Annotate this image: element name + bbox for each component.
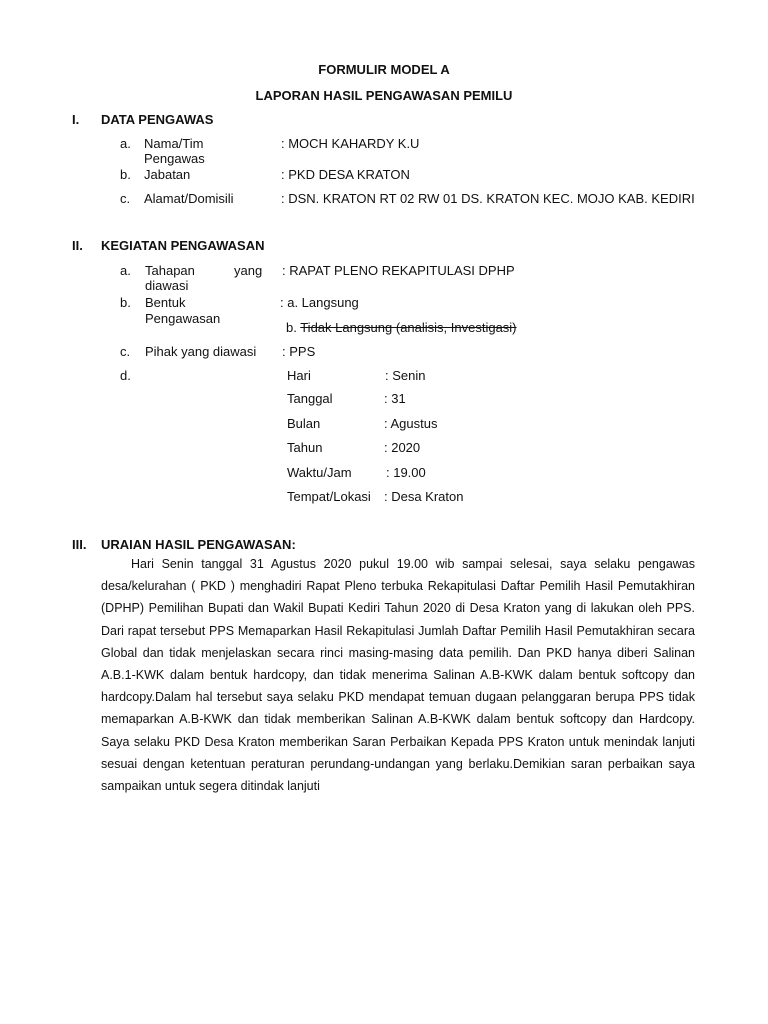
alamat-label: Alamat/Domisili	[144, 191, 234, 206]
tempat-value: : Desa Kraton	[384, 489, 464, 504]
section-1-heading: DATA PENGAWAS	[101, 112, 214, 127]
data-a-letter: a.	[120, 136, 131, 151]
hari-key: Hari	[287, 368, 311, 383]
bentuk-value-prefix: b.	[286, 320, 301, 335]
section-1-number: I.	[72, 112, 80, 127]
bentuk-value-langsung: : a. Langsung	[280, 295, 359, 310]
form-title: FORMULIR MODEL A	[318, 62, 450, 77]
tahapan-value: : RAPAT PLENO REKAPITULASI DPHP	[282, 263, 515, 278]
section-2-heading: KEGIATAN PENGAWASAN	[101, 238, 265, 253]
data-b-letter: b.	[120, 167, 131, 182]
section-2-number: II.	[72, 238, 83, 253]
form-subtitle: LAPORAN HASIL PENGAWASAN PEMILU	[255, 88, 513, 103]
tanggal-value: : 31	[384, 391, 406, 406]
waktu-key: Waktu/Jam	[287, 465, 352, 480]
tahun-key: Tahun	[287, 440, 323, 455]
tempat-key: Tempat/Lokasi	[287, 489, 371, 504]
nama-label-line2: Pengawas	[144, 151, 205, 166]
bulan-value: : Agustus	[384, 416, 438, 431]
bulan-key: Bulan	[287, 416, 321, 431]
hari-value: : Senin	[385, 368, 426, 383]
uraian-paragraph-block	[101, 553, 695, 797]
section-3-number: III.	[72, 537, 87, 552]
nama-value: : MOCH KAHARDY K.U	[281, 136, 420, 151]
data-c-letter: c.	[120, 191, 131, 206]
tahapan-label-line2: diawasi	[145, 278, 189, 293]
alamat-value: : DSN. KRATON RT 02 RW 01 DS. KRATON KEC. MOJO KAB. KEDIRI	[281, 191, 695, 206]
bentuk-value-struck: Tidak Langsung (analisis, Investigasi)	[300, 320, 517, 335]
pihak-label: Pihak yang diawasi	[145, 344, 257, 359]
tahun-value: : 2020	[384, 440, 421, 455]
kegiatan-c-letter: c.	[120, 344, 131, 359]
bentuk-label: Bentuk	[145, 295, 186, 310]
jabatan-label: Jabatan	[144, 167, 191, 182]
kegiatan-b-letter: b.	[120, 295, 131, 310]
section-3-heading: URAIAN HASIL PENGAWASAN:	[101, 537, 296, 552]
bentuk-value-tidak-langsung	[286, 320, 517, 336]
uraian-paragraph: Hari Senin tanggal 31 Agustus 2020 pukul 19.00 wib sampai selesai, saya selaku pengawas desa/kelurahan ( PKD ) menghadiri Rapat Pleno terbuka Rekapitulasi Daftar Pemilih Hasil Pemutakhiran (DPHP) Pemilihan Bupati dan Wakil Bupati Kediri Tahun 2020 di Desa Kraton yang di lakukan oleh PPS. Dari rapat tersebut PPS Memaparkan Hasil Rekapitulasi Jumlah Daftar Pemilih Hasil Pemutakhiran secara Global dan tidak menjelaskan secara rinci masing-masing data pemilih. Dan PKD hanya diberi Salinan A.B.1-KWK dalam bentuk hardcopy, dan tidak menerima Salinan A.B-KWK dalam bentuk softcopy dan hardcopy.Dalam hal tersebut saya selaku PKD mendapat temuan dugaan pelanggaran berupa PPS tidak memaparkan A.B-KWK dan tidak memberikan Salinan A.B-KWK dalam bentuk softcopy dan Hardcopy. Saya selaku PKD Desa Kraton memberikan Saran Perbaikan Kepada PPS Kraton untuk menindak lanjuti sesuai dengan ketentuan peraturan perundang-undangan yang berlaku.Demikian saran perbaikan saya sampaikan untuk segera ditindak lanjuti	[101, 557, 695, 794]
nama-label: Nama/Tim	[144, 136, 204, 151]
tahapan-label: Tahapan	[145, 263, 195, 278]
waktu-value: : 19.00	[386, 465, 426, 480]
bentuk-label-line2: Pengawasan	[145, 311, 221, 326]
pihak-value: : PPS	[282, 344, 316, 359]
tahapan-label-yang: yang	[234, 263, 263, 278]
kegiatan-a-letter: a.	[120, 263, 131, 278]
jabatan-value: : PKD DESA KRATON	[281, 167, 410, 182]
tanggal-key: Tanggal	[287, 391, 333, 406]
kegiatan-d-letter: d.	[120, 368, 131, 383]
